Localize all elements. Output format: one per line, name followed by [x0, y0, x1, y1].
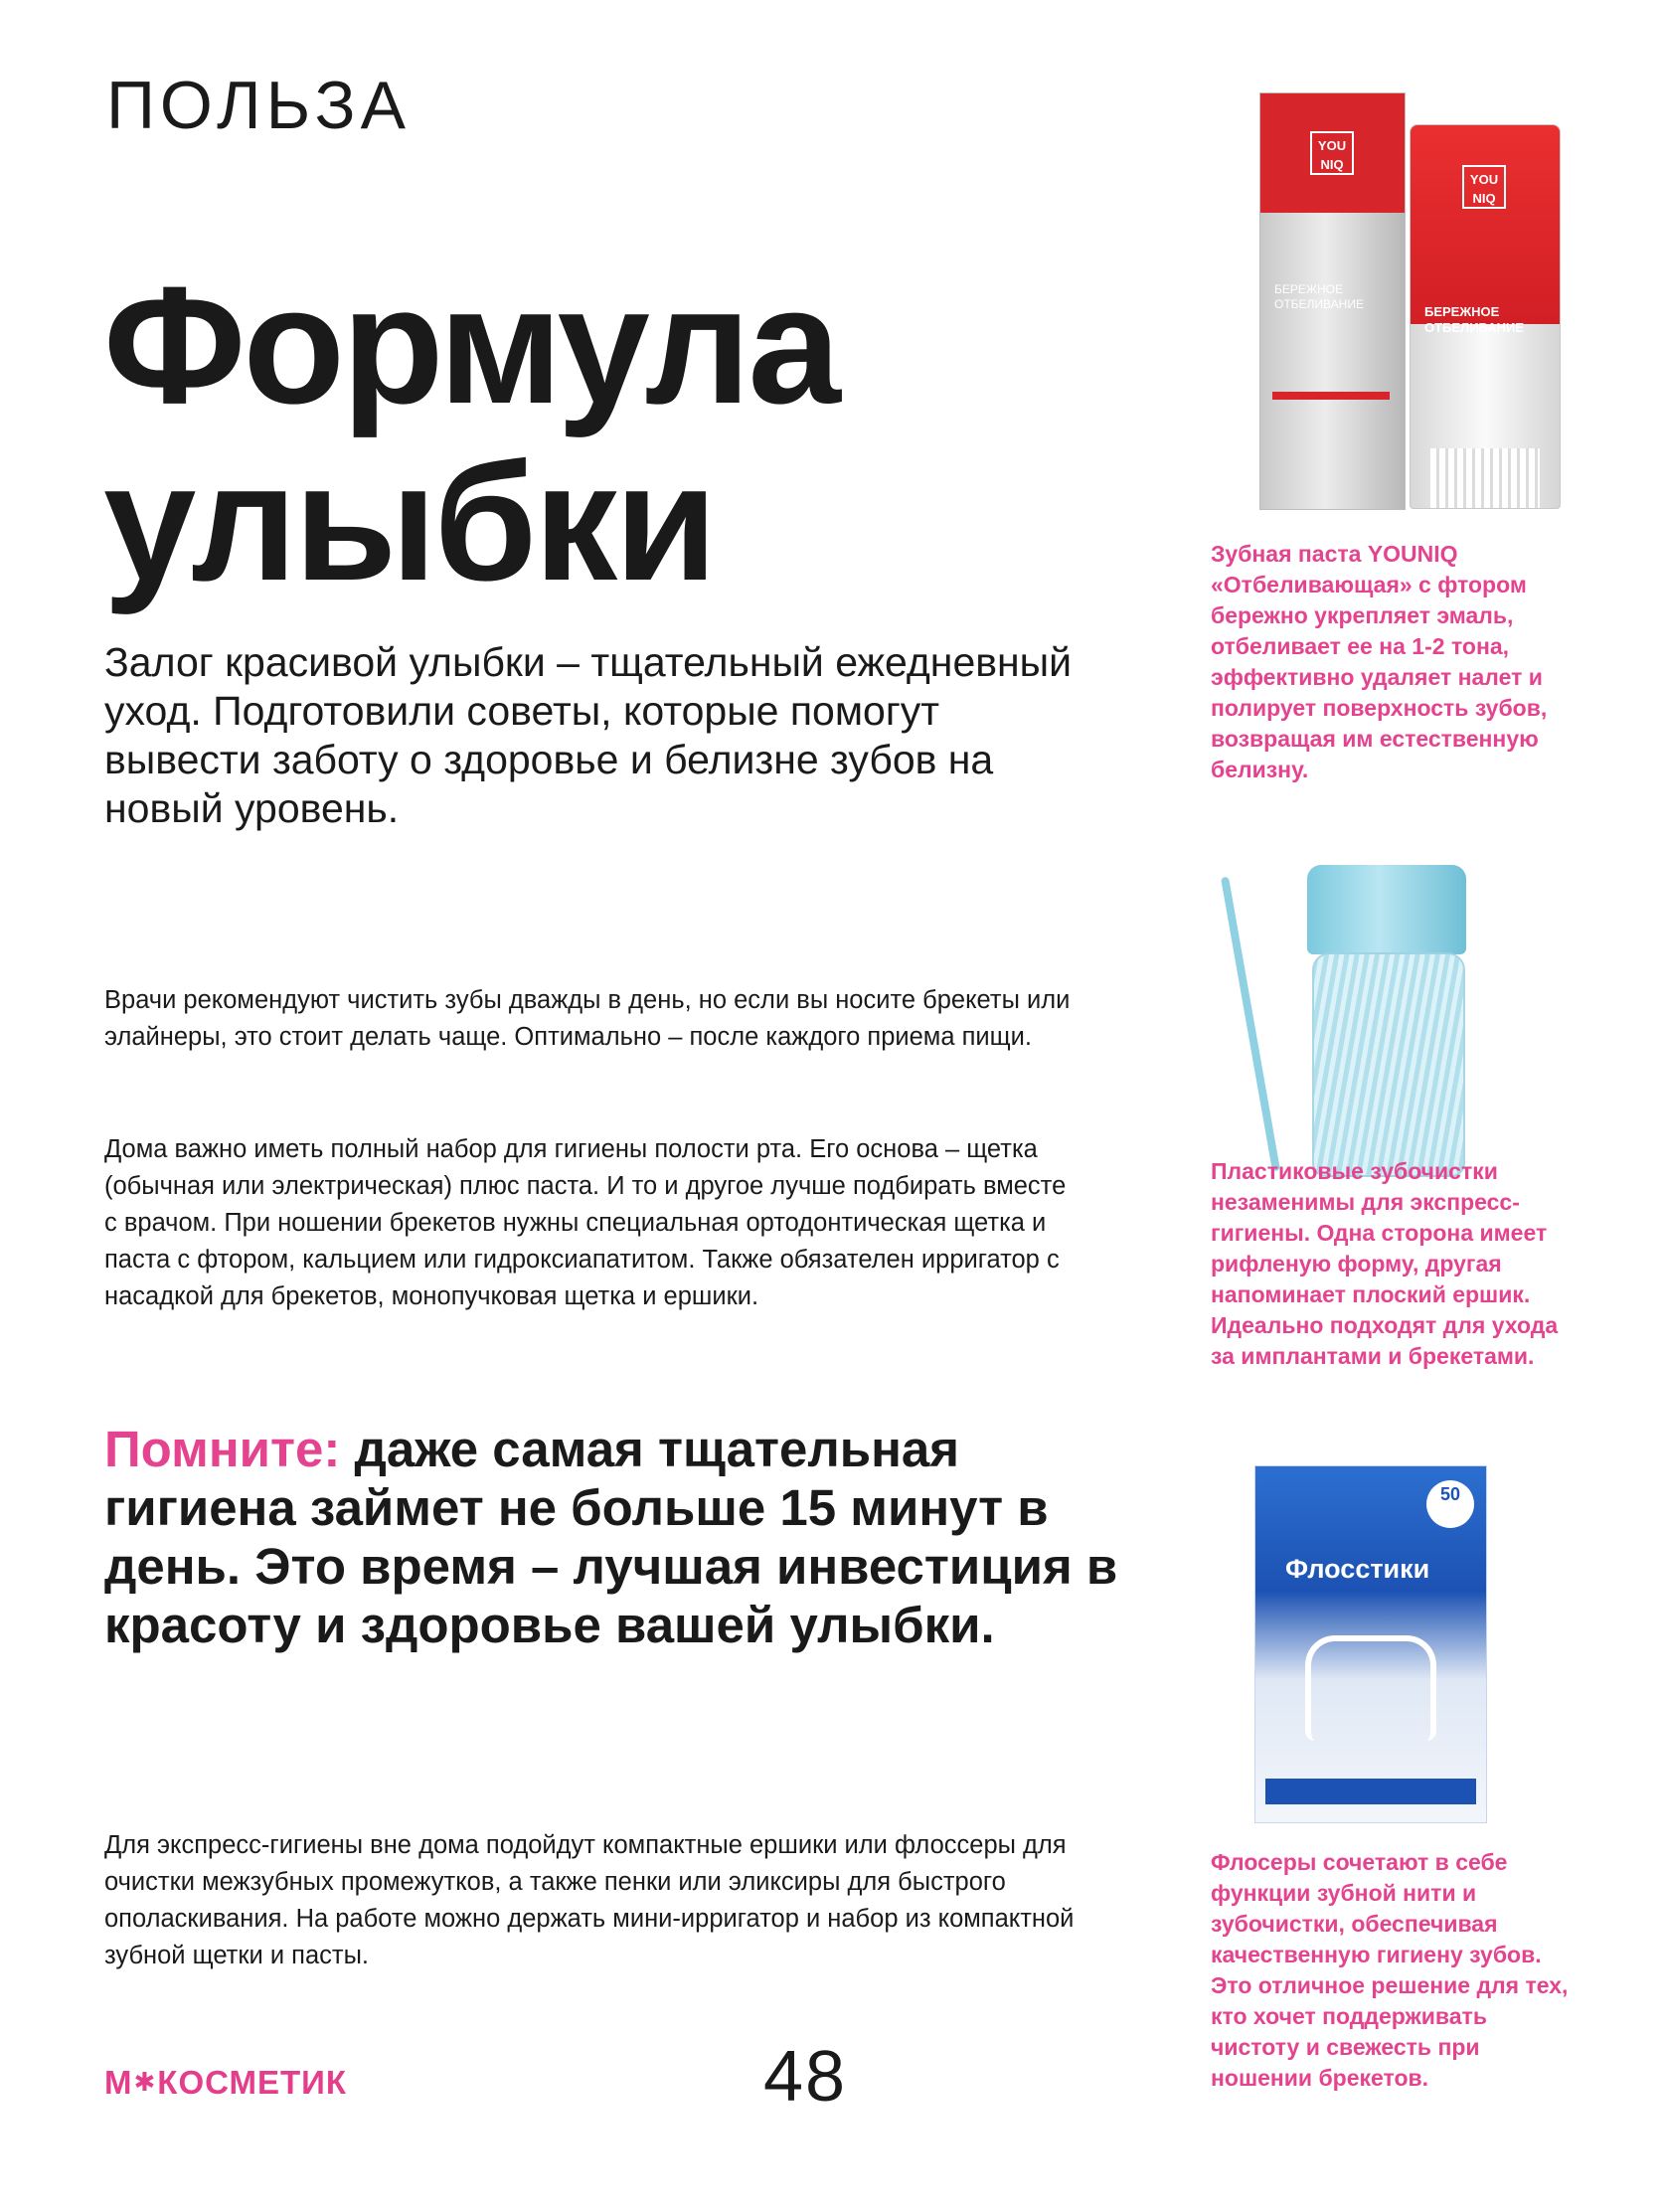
flossers-pack-name: Флосстики — [1285, 1554, 1430, 1584]
paragraph-2: Дома важно иметь полный набор для гигиены полости рта. Его основа – щетка (обычная или электрическая) плюс паста. И то и другое лучше подбирать вместе с врачом. При ношении брекетов нужны специальная ортодонтическая щетка и паста с фтором, кальцием или гидроксиапатитом. Также обязателен ирригатор с насадкой для брекетов, монопучковая щетка и ершики. — [104, 1135, 1067, 1310]
paragraph-1: Врачи рекомендуют чистить зубы дважды в день, но если вы носите брекеты или элайнеры, это стоит делать чаще. Оптимально – после каждого приема пищи. — [104, 986, 1071, 1051]
brand-logo-name: КОСМЕТИК — [157, 2064, 348, 2101]
floss-pick-icon — [1305, 1635, 1436, 1741]
toothpicks-caption: Пластиковые зубочистки незаменимы для экспресс-гигиены. Одна сторона имеет рифленую форму, другая напоминает плоский ершик. Идеально подходят для ухода за имплантами и брекетами. — [1211, 1158, 1559, 1369]
callout-text: даже самая тщательная гигиена займет не больше 15 минут в день. Это время – лучшая инвестиция в красоту и здоровье вашей улыбки. — [104, 1421, 1118, 1653]
toothpick-icon — [1221, 877, 1280, 1172]
title-line-2: улыбки — [103, 428, 715, 615]
title-line-1: Формула — [103, 252, 838, 438]
page-title — [103, 252, 838, 615]
brand-logo-m: М — [104, 2064, 133, 2101]
flossers-caption: Флосеры сочетают в себе функции зубной нити и зубочистки, обеспечивая качественную гигиену зубов. Это отличное решение для тех, кто хочет поддерживать чистоту и свежесть при ношении брекетов. — [1211, 1849, 1569, 2091]
paragraph-3: Для экспресс-гигиены вне дома подойдут компактные ершики или флоссеры для очистки межзубных промежутков, а также пенки или эликсиры для быстрого ополаскивания. На работе можно держать мини-ирригатор и набор из компактной зубной щетки и пасты. — [104, 1831, 1075, 1969]
toothpicks-image — [1233, 835, 1481, 1183]
flossers-image — [1254, 1465, 1485, 1821]
toothpaste-tube-logo: YOU NIQ — [1462, 165, 1506, 209]
callout-accent: Помните: — [104, 1421, 341, 1477]
section-label: ПОЛЬЗА — [106, 68, 411, 143]
toothpaste-box-label: БЕРЕЖНОЕ ОТБЕЛИВАНИЕ — [1274, 282, 1364, 311]
toothpaste-tube — [1410, 124, 1561, 509]
toothpaste-image — [1247, 85, 1576, 522]
brand-star-icon: ✱ — [133, 2067, 157, 2097]
toothpaste-box — [1259, 92, 1406, 510]
toothpaste-tube-label: БЕРЕЖНОЕ ОТБЕЛИВАНИЕ — [1424, 304, 1525, 335]
toothpaste-caption: Зубная паста YOUNIQ «Отбеливающая» с фтором бережно укрепляет эмаль, отбеливает ее на 1-2 тона, эффективно удаляет налет и полирует поверхность зубов, возвращая им естественную белизну. — [1211, 541, 1548, 782]
flossers-count-badge: 50 — [1426, 1480, 1474, 1528]
callout-quote — [104, 1420, 1138, 1654]
toothpaste-box-logo: YOU NIQ — [1310, 131, 1354, 175]
flossers-pack — [1254, 1465, 1487, 1823]
page-number: 48 — [763, 2037, 848, 2117]
brand-logo — [104, 2064, 347, 2102]
toothpick-container — [1302, 865, 1471, 1173]
lead-paragraph: Залог красивой улыбки – тщательный ежедневный уход. Подготовили советы, которые помогут вывести заботу о здоровье и белизне зубов на новый уровень. — [104, 639, 1073, 831]
